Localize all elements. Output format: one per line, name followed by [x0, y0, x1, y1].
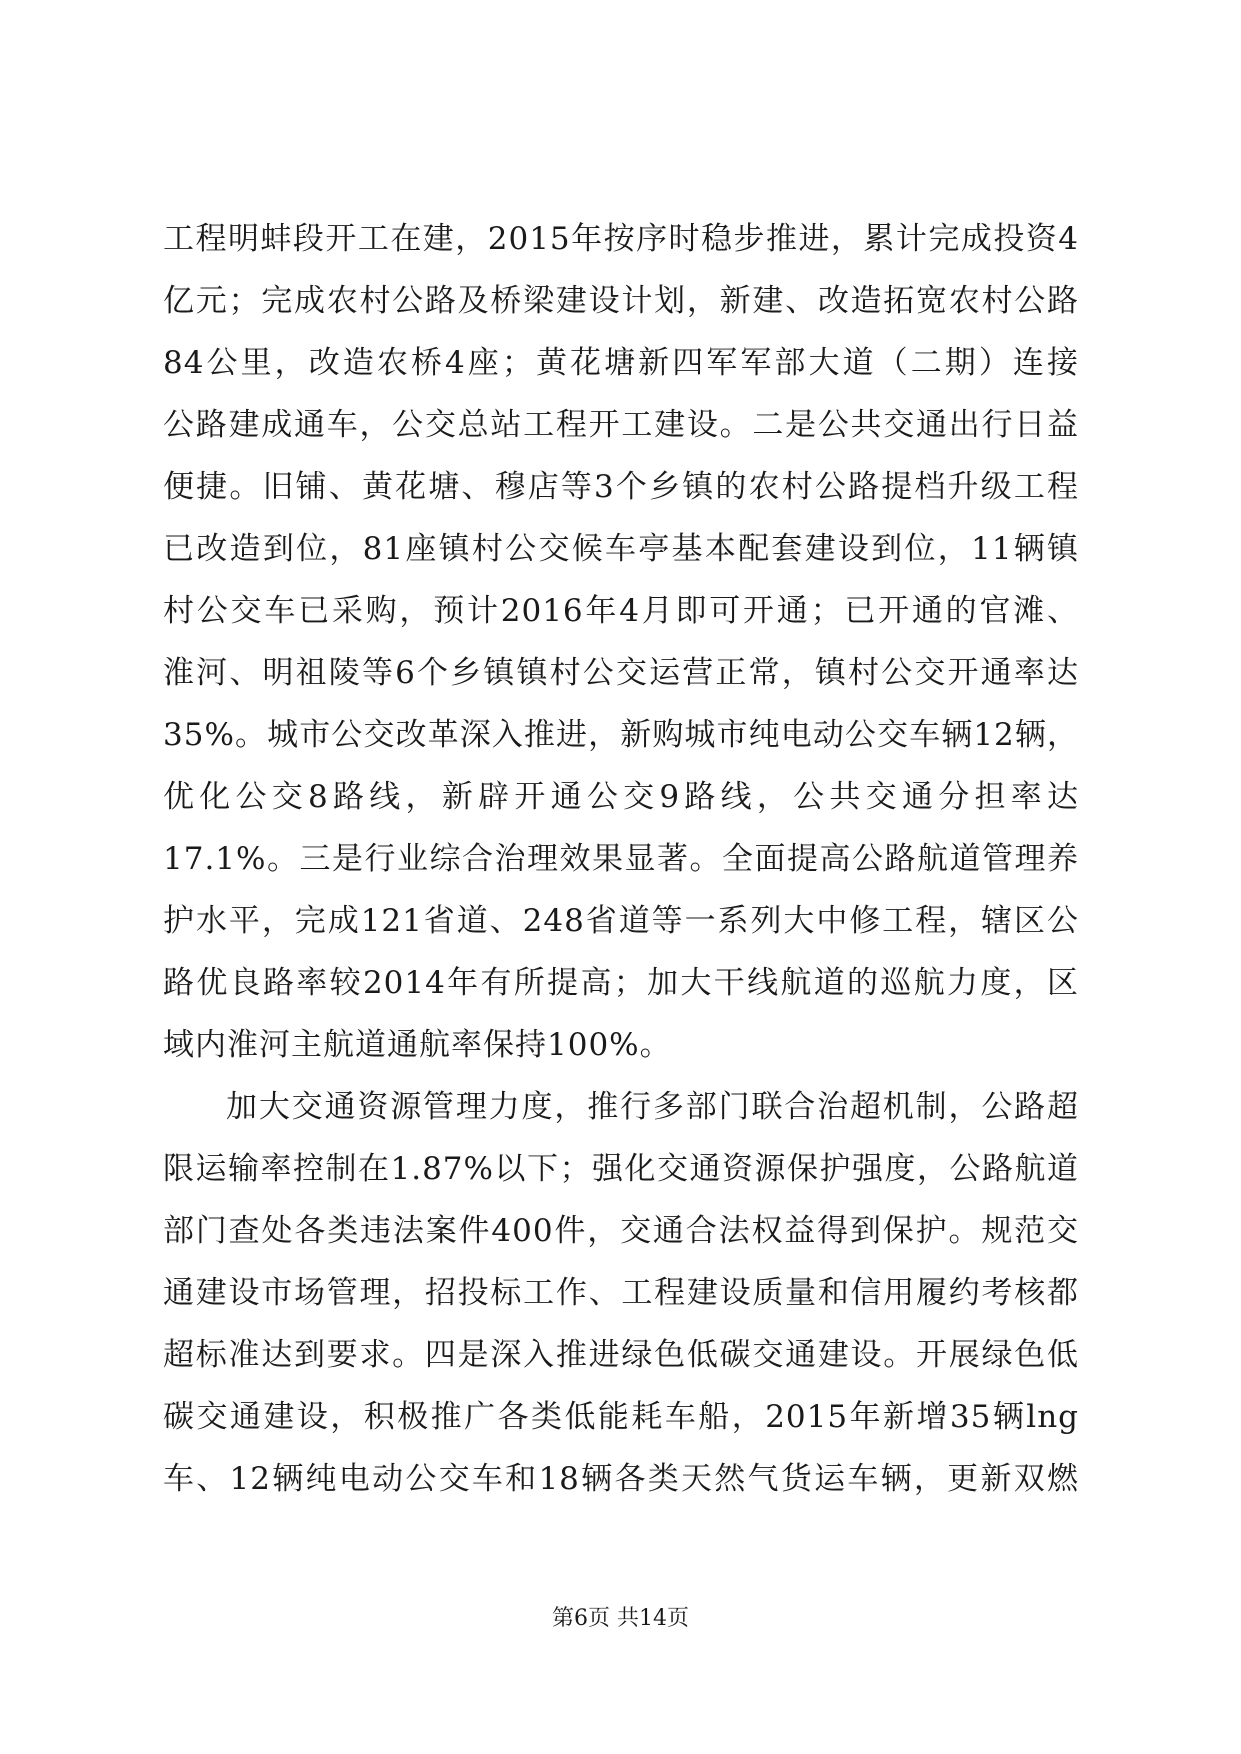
paragraph-line: 超标准达到要求。四是深入推进绿色低碳交通建设。开展绿色低	[163, 1337, 1079, 1373]
paragraph-line: 限运输率控制在1.87%以下；强化交通资源保护强度，公路航道	[163, 1151, 1079, 1187]
paragraph-line: 亿元；完成农村公路及桥梁建设计划，新建、改造拓宽农村公路	[163, 283, 1079, 319]
paragraph-line: 已改造到位，81座镇村公交候车亭基本配套建设到位，11辆镇	[163, 531, 1079, 567]
paragraph-line: 便捷。旧铺、黄花塘、穆店等3个乡镇的农村公路提档升级工程	[163, 469, 1079, 505]
paragraph-line: 35%。城市公交改革深入推进，新购城市纯电动公交车辆12辆，	[163, 717, 1079, 753]
paragraph-line: 17.1%。三是行业综合治理效果显著。全面提高公路航道管理养	[163, 841, 1079, 877]
paragraph-line: 村公交车已采购，预计2016年4月即可开通；已开通的官滩、	[163, 593, 1079, 629]
paragraph-line: 淮河、明祖陵等6个乡镇镇村公交运营正常，镇村公交开通率达	[163, 655, 1079, 691]
paragraph-line: 加大交通资源管理力度，推行多部门联合治超机制，公路超	[226, 1089, 1079, 1125]
page-number-footer: 第6页 共14页	[552, 1606, 689, 1631]
paragraph-line: 公路建成通车，公交总站工程开工建设。二是公共交通出行日益	[163, 407, 1079, 443]
paragraph-line: 部门查处各类违法案件400件，交通合法权益得到保护。规范交	[163, 1213, 1079, 1249]
paragraph-line: 优化公交8路线，新辟开通公交9路线，公共交通分担率达	[163, 779, 1079, 815]
paragraph-line: 通建设市场管理，招投标工作、工程建设质量和信用履约考核都	[163, 1275, 1079, 1311]
paragraph-line: 路优良路率较2014年有所提高；加大干线航道的巡航力度，区	[163, 965, 1079, 1001]
paragraph-line: 域内淮河主航道通航率保持100%。	[163, 1027, 672, 1063]
paragraph-line: 车、12辆纯电动公交车和18辆各类天然气货运车辆，更新双燃	[163, 1461, 1079, 1497]
paragraph-line: 工程明蚌段开工在建，2015年按序时稳步推进，累计完成投资4	[163, 221, 1079, 257]
paragraph-line: 护水平，完成121省道、248省道等一系列大中修工程，辖区公	[163, 903, 1079, 939]
paragraph-line: 碳交通建设，积极推广各类低能耗车船，2015年新增35辆lng	[163, 1399, 1079, 1435]
paragraph-line: 84公里，改造农桥4座；黄花塘新四军军部大道（二期）连接	[163, 345, 1079, 381]
